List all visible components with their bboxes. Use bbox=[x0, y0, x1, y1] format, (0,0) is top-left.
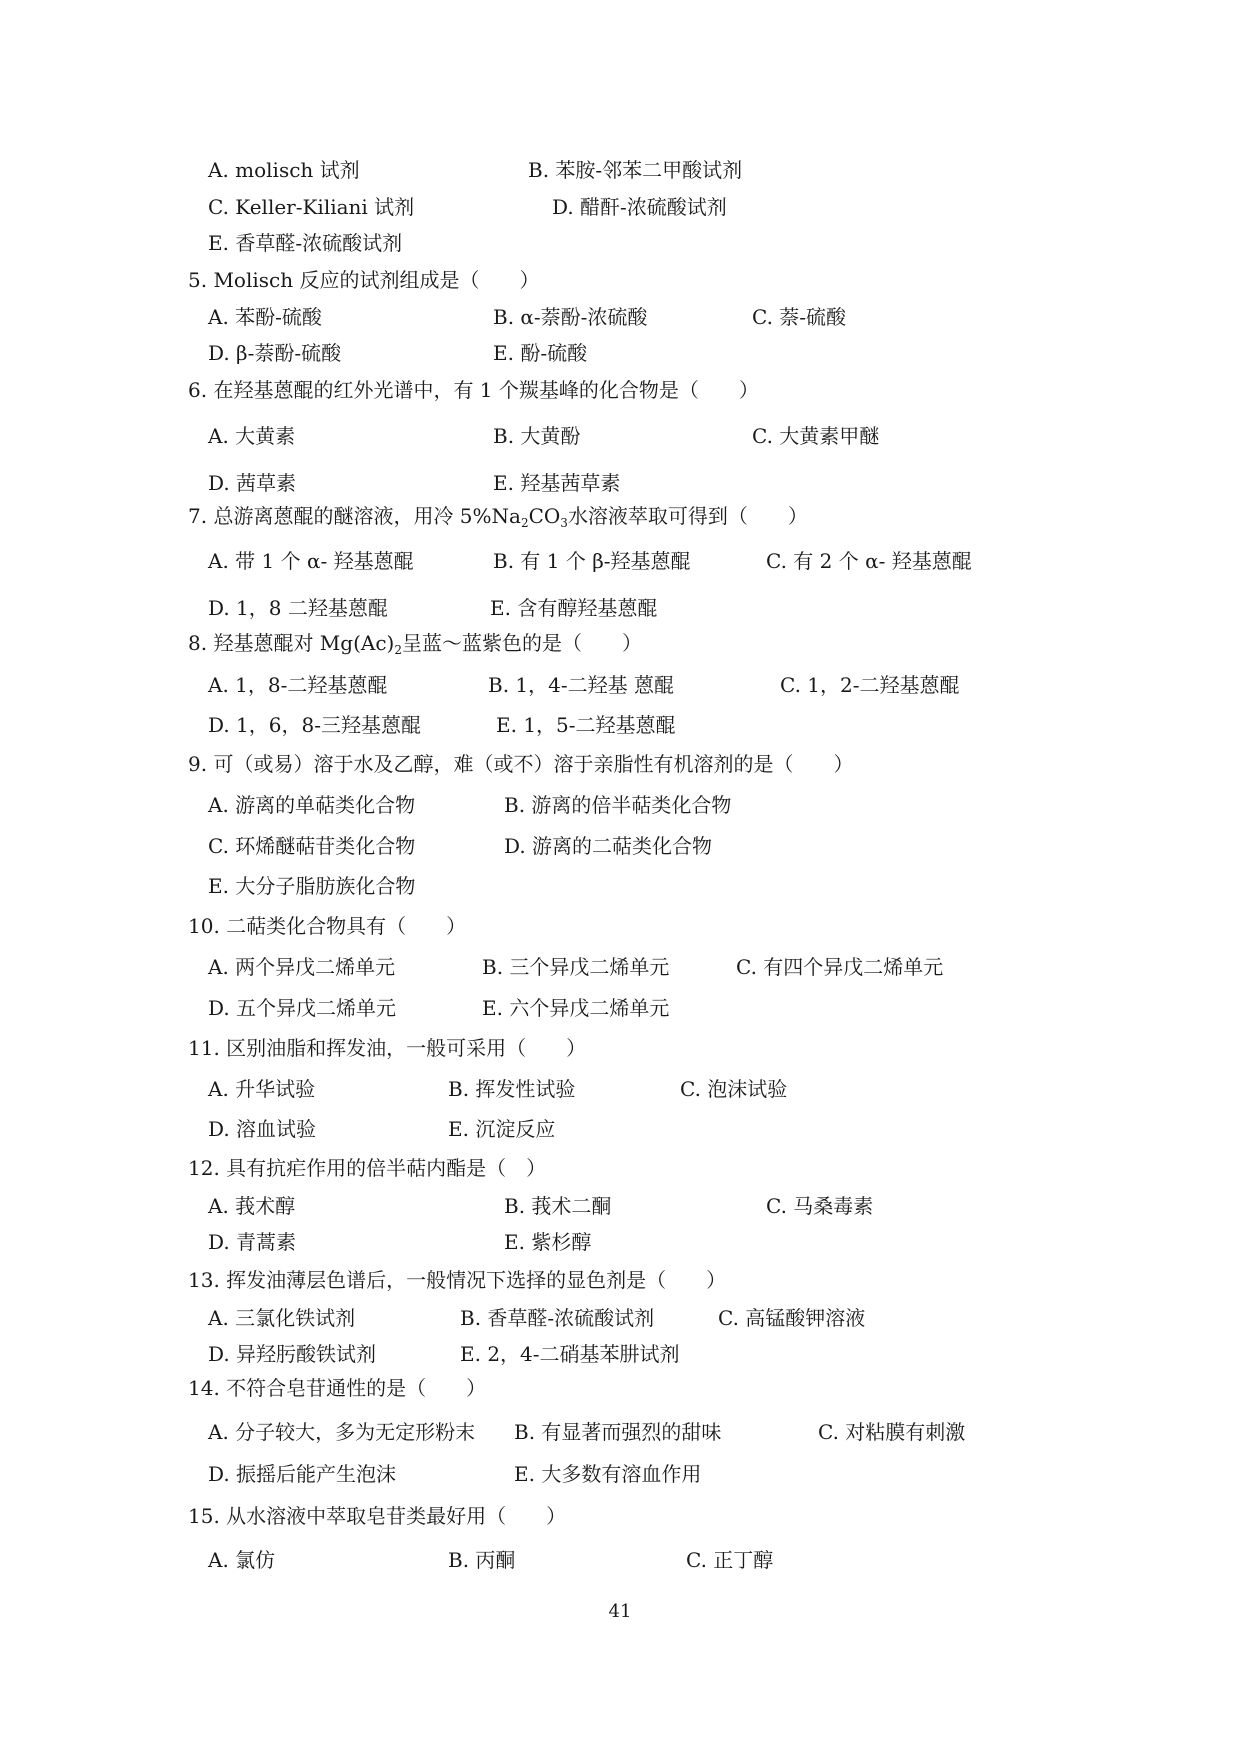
option-c: C. 1，2-二羟基蒽醌 bbox=[780, 673, 960, 697]
page-number: 41 bbox=[608, 1601, 632, 1622]
option-d: D. β-萘酚-硫酸 bbox=[208, 341, 342, 365]
option-d: D. 溶血试验 bbox=[208, 1117, 317, 1141]
option-b: B. 1，4-二羟基 蒽醌 bbox=[488, 673, 674, 697]
option-d: D. 异羟肟酸铁试剂 bbox=[208, 1342, 377, 1366]
option-e: E. 沉淀反应 bbox=[448, 1117, 556, 1141]
option-c: C. 马桑毒素 bbox=[766, 1194, 874, 1218]
option-e: E. 1，5-二羟基蒽醌 bbox=[496, 713, 676, 737]
option-a: A. 升华试验 bbox=[208, 1077, 316, 1101]
option-a: A. molisch 试剂 bbox=[208, 158, 360, 182]
option-e: E. 大分子脂肪族化合物 bbox=[208, 874, 416, 898]
option-b: B. 有显著而强烈的甜味 bbox=[514, 1420, 722, 1444]
option-b: B. 挥发性试验 bbox=[448, 1077, 576, 1101]
question-12-stem: 12. 具有抗疟作用的倍半萜内酯是（ ） bbox=[188, 1156, 547, 1180]
option-d: D. 青蒿素 bbox=[208, 1230, 297, 1254]
option-d: D. 1，6，8-三羟基蒽醌 bbox=[208, 713, 421, 737]
option-a: A. 大黄素 bbox=[208, 424, 296, 448]
question-14-stem: 14. 不符合皂苷通性的是（ ） bbox=[188, 1376, 487, 1400]
option-b: B. 游离的倍半萜类化合物 bbox=[504, 793, 732, 817]
option-a: A. 莪术醇 bbox=[208, 1194, 296, 1218]
option-a: A. 苯酚-硫酸 bbox=[208, 305, 322, 329]
option-a: A. 1，8-二羟基蒽醌 bbox=[208, 673, 388, 697]
question-7-stem: 7. 总游离蒽醌的醚溶液，用冷 $5\%Na_2CO_3$水溶液萃取可得到（ ） bbox=[188, 504, 808, 530]
option-e: E. 2，4-二硝基苯肼试剂 bbox=[460, 1342, 680, 1366]
option-d: D. 五个异戊二烯单元 bbox=[208, 996, 397, 1020]
option-d: D. 振摇后能产生泡沫 bbox=[208, 1462, 397, 1486]
option-c: C. 泡沫试验 bbox=[680, 1077, 788, 1101]
question-13-stem: 13. 挥发油薄层色谱后，一般情况下选择的显色剂是（ ） bbox=[188, 1268, 727, 1292]
question-15-stem: 15. 从水溶液中萃取皂苷类最好用（ ） bbox=[188, 1504, 567, 1528]
option-a: A. 带 1 个 α- 羟基蒽醌 bbox=[208, 549, 414, 573]
option-c: C. 高锰酸钾溶液 bbox=[718, 1306, 866, 1330]
question-11-stem: 11. 区别油脂和挥发油，一般可采用（ ） bbox=[188, 1036, 587, 1060]
option-a: A. 游离的单萜类化合物 bbox=[208, 793, 416, 817]
option-a: A. 氯仿 bbox=[208, 1548, 276, 1572]
option-a: A. 三氯化铁试剂 bbox=[208, 1306, 356, 1330]
question-10-stem: 10. 二萜类化合物具有（ ） bbox=[188, 914, 467, 938]
option-d: D. 1，8 二羟基蒽醌 bbox=[208, 596, 388, 620]
option-e: E. 紫杉醇 bbox=[504, 1230, 592, 1254]
option-e: E. 含有醇羟基蒽醌 bbox=[490, 596, 658, 620]
option-b: B. 丙酮 bbox=[448, 1548, 516, 1572]
option-e: E. 六个异戊二烯单元 bbox=[482, 996, 670, 1020]
option-e: E. 香草醛-浓硫酸试剂 bbox=[208, 231, 403, 255]
option-d: D. 醋酐-浓硫酸试剂 bbox=[552, 195, 727, 219]
option-b: B. 莪术二酮 bbox=[504, 1194, 612, 1218]
option-b: B. 三个异戊二烯单元 bbox=[482, 955, 670, 979]
option-d: D. 茜草素 bbox=[208, 471, 297, 495]
option-b: B. α-萘酚-浓硫酸 bbox=[493, 305, 648, 329]
option-c: C. 萘-硫酸 bbox=[752, 305, 847, 329]
question-6-stem: 6. 在羟基蒽醌的红外光谱中，有 1 个羰基峰的化合物是（ ） bbox=[188, 378, 759, 402]
option-c: C. 环烯醚萜苷类化合物 bbox=[208, 834, 416, 858]
option-d: D. 游离的二萜类化合物 bbox=[504, 834, 713, 858]
question-9-stem: 9. 可（或易）溶于水及乙醇，难（或不）溶于亲脂性有机溶剂的是（ ） bbox=[188, 752, 854, 776]
option-c: C. 有四个异戊二烯单元 bbox=[736, 955, 944, 979]
option-b: B. 苯胺-邻苯二甲酸试剂 bbox=[528, 158, 743, 182]
option-c: C. 对粘膜有刺激 bbox=[818, 1420, 966, 1444]
option-c: C. 正丁醇 bbox=[686, 1548, 774, 1572]
question-8-stem: 8. 羟基蒽醌对 $Mg(Ac)_2$呈蓝～蓝紫色的是（ ） bbox=[188, 631, 642, 657]
question-5-stem: 5. Molisch 反应的试剂组成是（ ） bbox=[188, 268, 540, 292]
option-c: C. Keller-Kiliani 试剂 bbox=[208, 195, 415, 219]
option-e: E. 羟基茜草素 bbox=[493, 471, 621, 495]
option-b: B. 大黄酚 bbox=[493, 424, 581, 448]
option-b: B. 有 1 个 β-羟基蒽醌 bbox=[493, 549, 691, 573]
option-e: E. 酚-硫酸 bbox=[493, 341, 588, 365]
option-e: E. 大多数有溶血作用 bbox=[514, 1462, 702, 1486]
option-a: A. 两个异戊二烯单元 bbox=[208, 955, 396, 979]
option-c: C. 有 2 个 α- 羟基蒽醌 bbox=[766, 549, 972, 573]
option-b: B. 香草醛-浓硫酸试剂 bbox=[460, 1306, 655, 1330]
option-c: C. 大黄素甲醚 bbox=[752, 424, 880, 448]
option-a: A. 分子较大，多为无定形粉末 bbox=[208, 1420, 476, 1444]
